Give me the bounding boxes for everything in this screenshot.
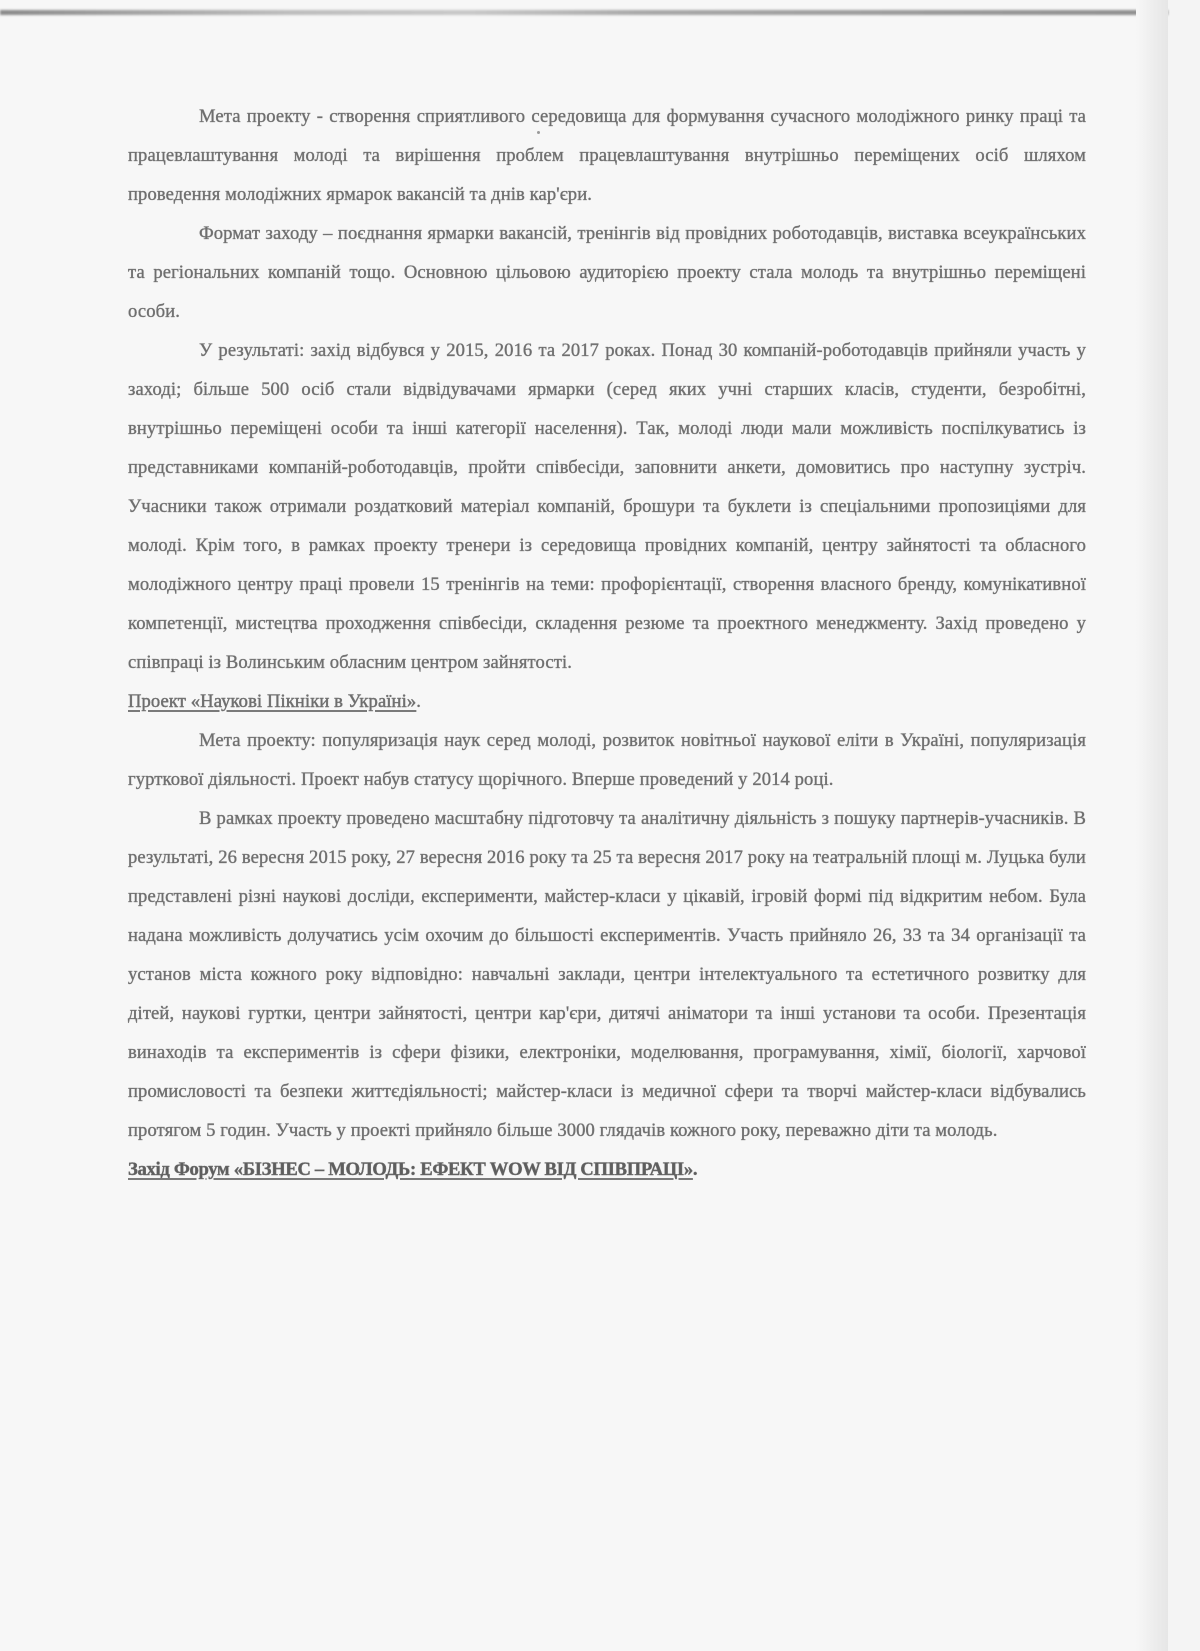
paragraph-results: У результаті: захід відбувся у 2015, 2016 та 2017 роках. Понад 30 компаній-роботодавців прийняли участь у заході; більше 500 осіб стали відвідувачами ярмарки (серед яких учні старших класів, студенти, безробітні, внутрішньо переміщені особи та інші категорії населення). Так, молоді люди мали можливість поспілкуватись із представниками компаній-роботодавців, пройти співбесіди, заповнити анкети, домовитись про наступну зустріч. Учасники також отримали роздатковий матеріал компаній, брошури та буклети із спеціальними пропозиціями для молоді. Крім того, в рамках проекту тренери із середовища провідних компаній, центру зайнятості та обласного молодіжного центру праці провели 15 тренінгів на теми: профорієнтації, створення власного бренду, комунікативної компетенції, мистецтва проходження співбесіди, складення резюме та проектного менеджменту. Захід проведено у співпраці із Волинським обласним центром зайнятості. — [128, 340, 1086, 673]
paragraph-picnics-details: В рамках проекту проведено масштабну підготовчу та аналітичну діяльність з пошуку партнерів-учасників. В результаті, 26 вересня 2015 року, 27 вересня 2016 року та 25 та вересня 2017 року на театральній площі м. Луцька були представлені різні наукові досліди, експерименти, майстер-класи у цікавій, ігровій формі під відкритим небом. Була надана можливість долучатись усім охочим до більшості експериментів. Участь прийняло 26, 33 та 34 організації та установ міста кожного року відповідно: навчальні заклади, центри інтелектуального та естетичного розвитку для дітей, наукові гуртки, центри зайнятості, центри кар'єри, дитячі аніматори та інші установи та особи. Презентація винаходів та експериментів із сфери фізики, електроніки, моделювання, програмування, хімії, біології, харчової промисловості та безпеки життєдіяльності; майстер-класи із медичної сфери та творчі майстер-класи відбувались протягом 5 годин. Участь у проекті прийняло більше 3000 глядачів кожного року, переважно діти та молодь. — [128, 808, 1086, 1141]
heading-business-youth-forum — [128, 1150, 1086, 1189]
heading-business-youth-forum-title: Захід Форум «БІЗНЕС – МОЛОДЬ: ЕФЕКТ WOW ВІД СПІВПРАЦІ» — [128, 1159, 693, 1180]
document-body — [128, 97, 1086, 1189]
paragraph-project-goal: Мета проекту - створення сприятливого середовища для формування сучасного молодіжного ринку праці та працевлаштування молоді та вирішення проблем працевлаштування внутрішньо переміщених осіб шляхом проведення молодіжних ярмарок вакансій та днів кар'єри. — [128, 106, 1086, 205]
heading-science-picnics — [128, 682, 1086, 721]
page-right-edge-shadow — [1136, 0, 1168, 1651]
paragraph-event-format: Формат заходу – поєднання ярмарки вакансій, тренінгів від провідних роботодавців, виставка всеукраїнських та регіональних компаній тощо. Основною цільовою аудиторією проекту стала молодь та внутрішньо переміщені особи. — [128, 223, 1086, 322]
heading-business-youth-forum-suffix: . — [692, 1159, 698, 1180]
page-top-edge-shadow — [0, 10, 1168, 15]
heading-science-picnics-suffix: . — [416, 691, 422, 712]
paragraph-picnics-goal: Мета проекту: популяризація наук серед молоді, розвиток новітньої наукової еліти в Україні, популяризація гурткової діяльності. Проект набув статусу щорічного. Вперше проведений у 2014 році. — [128, 730, 1086, 790]
heading-science-picnics-title: Проект «Наукові Пікніки в Україні» — [128, 691, 417, 712]
